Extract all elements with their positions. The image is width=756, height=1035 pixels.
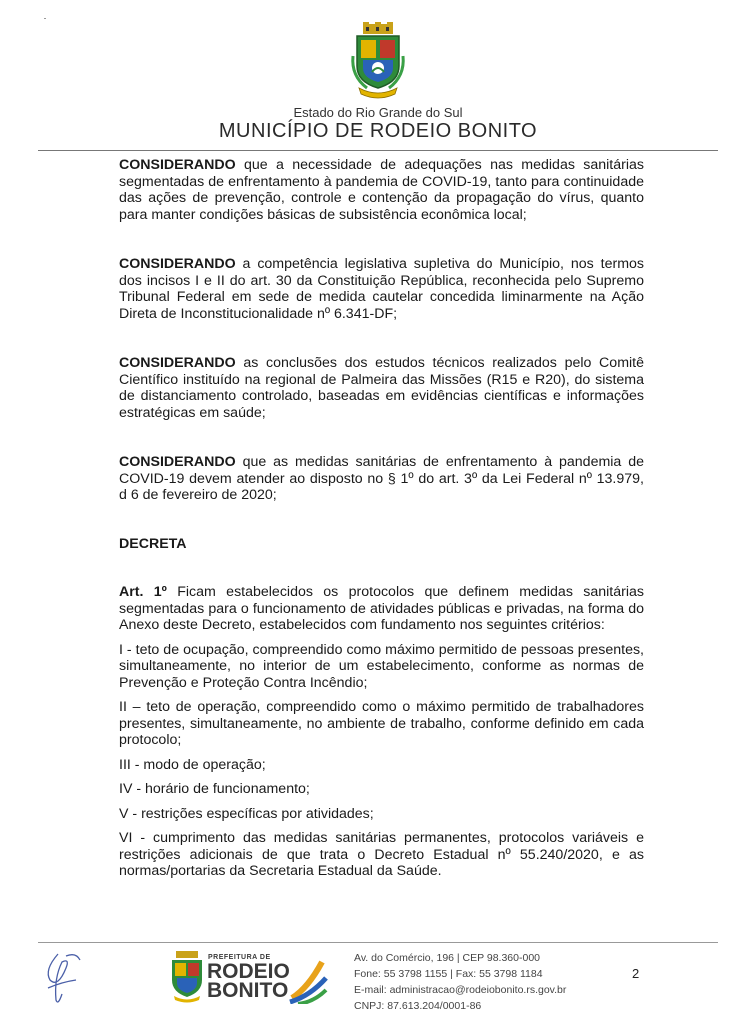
criterion-item-5: V - restrições específicas por atividades; <box>119 805 374 822</box>
paragraph-considerando-3 <box>119 355 644 421</box>
criterion-item-1: I - teto de ocupação, compreendido como máximo permitido de pessoas presentes, simultaneamente, no interior de um estabelecimento, conforme as normas de Prevenção e Proteção Contra Incêndio; <box>119 641 644 691</box>
paragraph-text: as conclusões dos estudos técnicos realizados pelo Comitê Científico instituído na regional de Palmeira das Missões (R15 e R20), do sistema de distanciamento controlado, baseadas em evidências científicas e informações estratégicas em saúde; <box>119 355 644 421</box>
footer-phone: Fone: 55 3798 1155 | Fax: 55 3798 1184 <box>354 968 543 980</box>
criterion-item-3: III - modo de operação; <box>119 756 266 773</box>
paragraph-text: que as medidas sanitárias de enfrentamento à pandemia de COVID-19 devem atender ao disposto no § 1º do art. 3º da Lei Federal nº 13.979, d 6 de fevereiro de 2020; <box>119 454 644 503</box>
document-body <box>119 157 644 880</box>
footer-contact <box>354 950 566 1014</box>
header-divider <box>38 150 718 151</box>
article-text: Ficam estabelecidos os protocolos que definem medidas sanitárias segmentadas para o funcionamento de atividades públicas e privadas, na forma do Anexo deste Decreto, estabelecidos com fundamento nos seguintes critérios: <box>119 584 644 633</box>
footer-email: E-mail: administracao@rodeiobonito.rs.gov.br <box>354 984 567 996</box>
paragraph-considerando-2 <box>119 256 644 322</box>
handwritten-signature-icon <box>36 948 86 1008</box>
small-coat-of-arms-icon <box>168 950 206 1004</box>
logo-prefeitura-label: PREFEITURA DE <box>208 954 271 961</box>
footer-cnpj: CNPJ: 87.613.204/0001-86 <box>354 1000 482 1012</box>
paragraph-text: que a necessidade de adequações nas medidas sanitárias segmentadas de enfrentamento à pandemia de COVID-19, tanto para continuidade das ações de prevenção, controle e contenção da propagação do vírus, quanto para manter condições básicas de subsistência econômica local; <box>119 157 644 223</box>
paragraph-considerando-4 <box>119 454 644 504</box>
paragraph-lead: CONSIDERANDO <box>119 355 236 371</box>
article-1 <box>119 584 644 634</box>
decreta-heading: DECRETA <box>119 535 187 552</box>
paragraph-lead: CONSIDERANDO <box>119 256 236 272</box>
paragraph-lead: CONSIDERANDO <box>119 157 236 173</box>
criterion-item-4: IV - horário de funcionamento; <box>119 781 310 797</box>
page-number: 2 <box>632 966 640 981</box>
logo-bonito-label: BONITO <box>207 979 289 1002</box>
municipality-title: MUNICÍPIO DE RODEIO BONITO <box>218 120 538 142</box>
state-name: Estado do Rio Grande do Sul <box>293 105 463 120</box>
logo-swoosh-icon <box>288 958 328 1004</box>
prefeitura-logo <box>168 950 333 1006</box>
criterion-item-6: VI - cumprimento das medidas sanitárias permanentes, protocolos variáveis e restrições adicionais de que trata o Decreto Estadual nº 55.240/2020, e as normas/portarias da Secretaria Estadual da Saúde. <box>119 830 644 879</box>
logo-rodeio-label: RODEIO <box>207 960 290 983</box>
footer-address: Av. do Comércio, 196 | CEP 98.360-000 <box>354 952 541 964</box>
paragraph-considerando-1 <box>119 157 644 223</box>
footer-divider <box>38 942 718 943</box>
scan-speck <box>44 18 46 19</box>
municipal-coat-of-arms-icon <box>349 22 407 102</box>
paragraph-lead: CONSIDERANDO <box>119 454 236 470</box>
paragraph-text: a competência legislativa supletiva do Município, nos termos dos incisos I e II do art. 30 da Constituição República, reconhecida pelo Supremo Tribunal Federal em sede de medida cautelar concedida liminarmente na Ação Direta de Inconstitucionalidade nº 6.341-DF; <box>119 256 644 322</box>
criterion-item-2: II – teto de operação, compreendido como o máximo permitido de trabalhadores presentes, simultaneamente, no ambiente de trabalho, conforme definido em cada protocolo; <box>119 699 644 748</box>
article-lead: Art. 1º <box>119 584 167 600</box>
